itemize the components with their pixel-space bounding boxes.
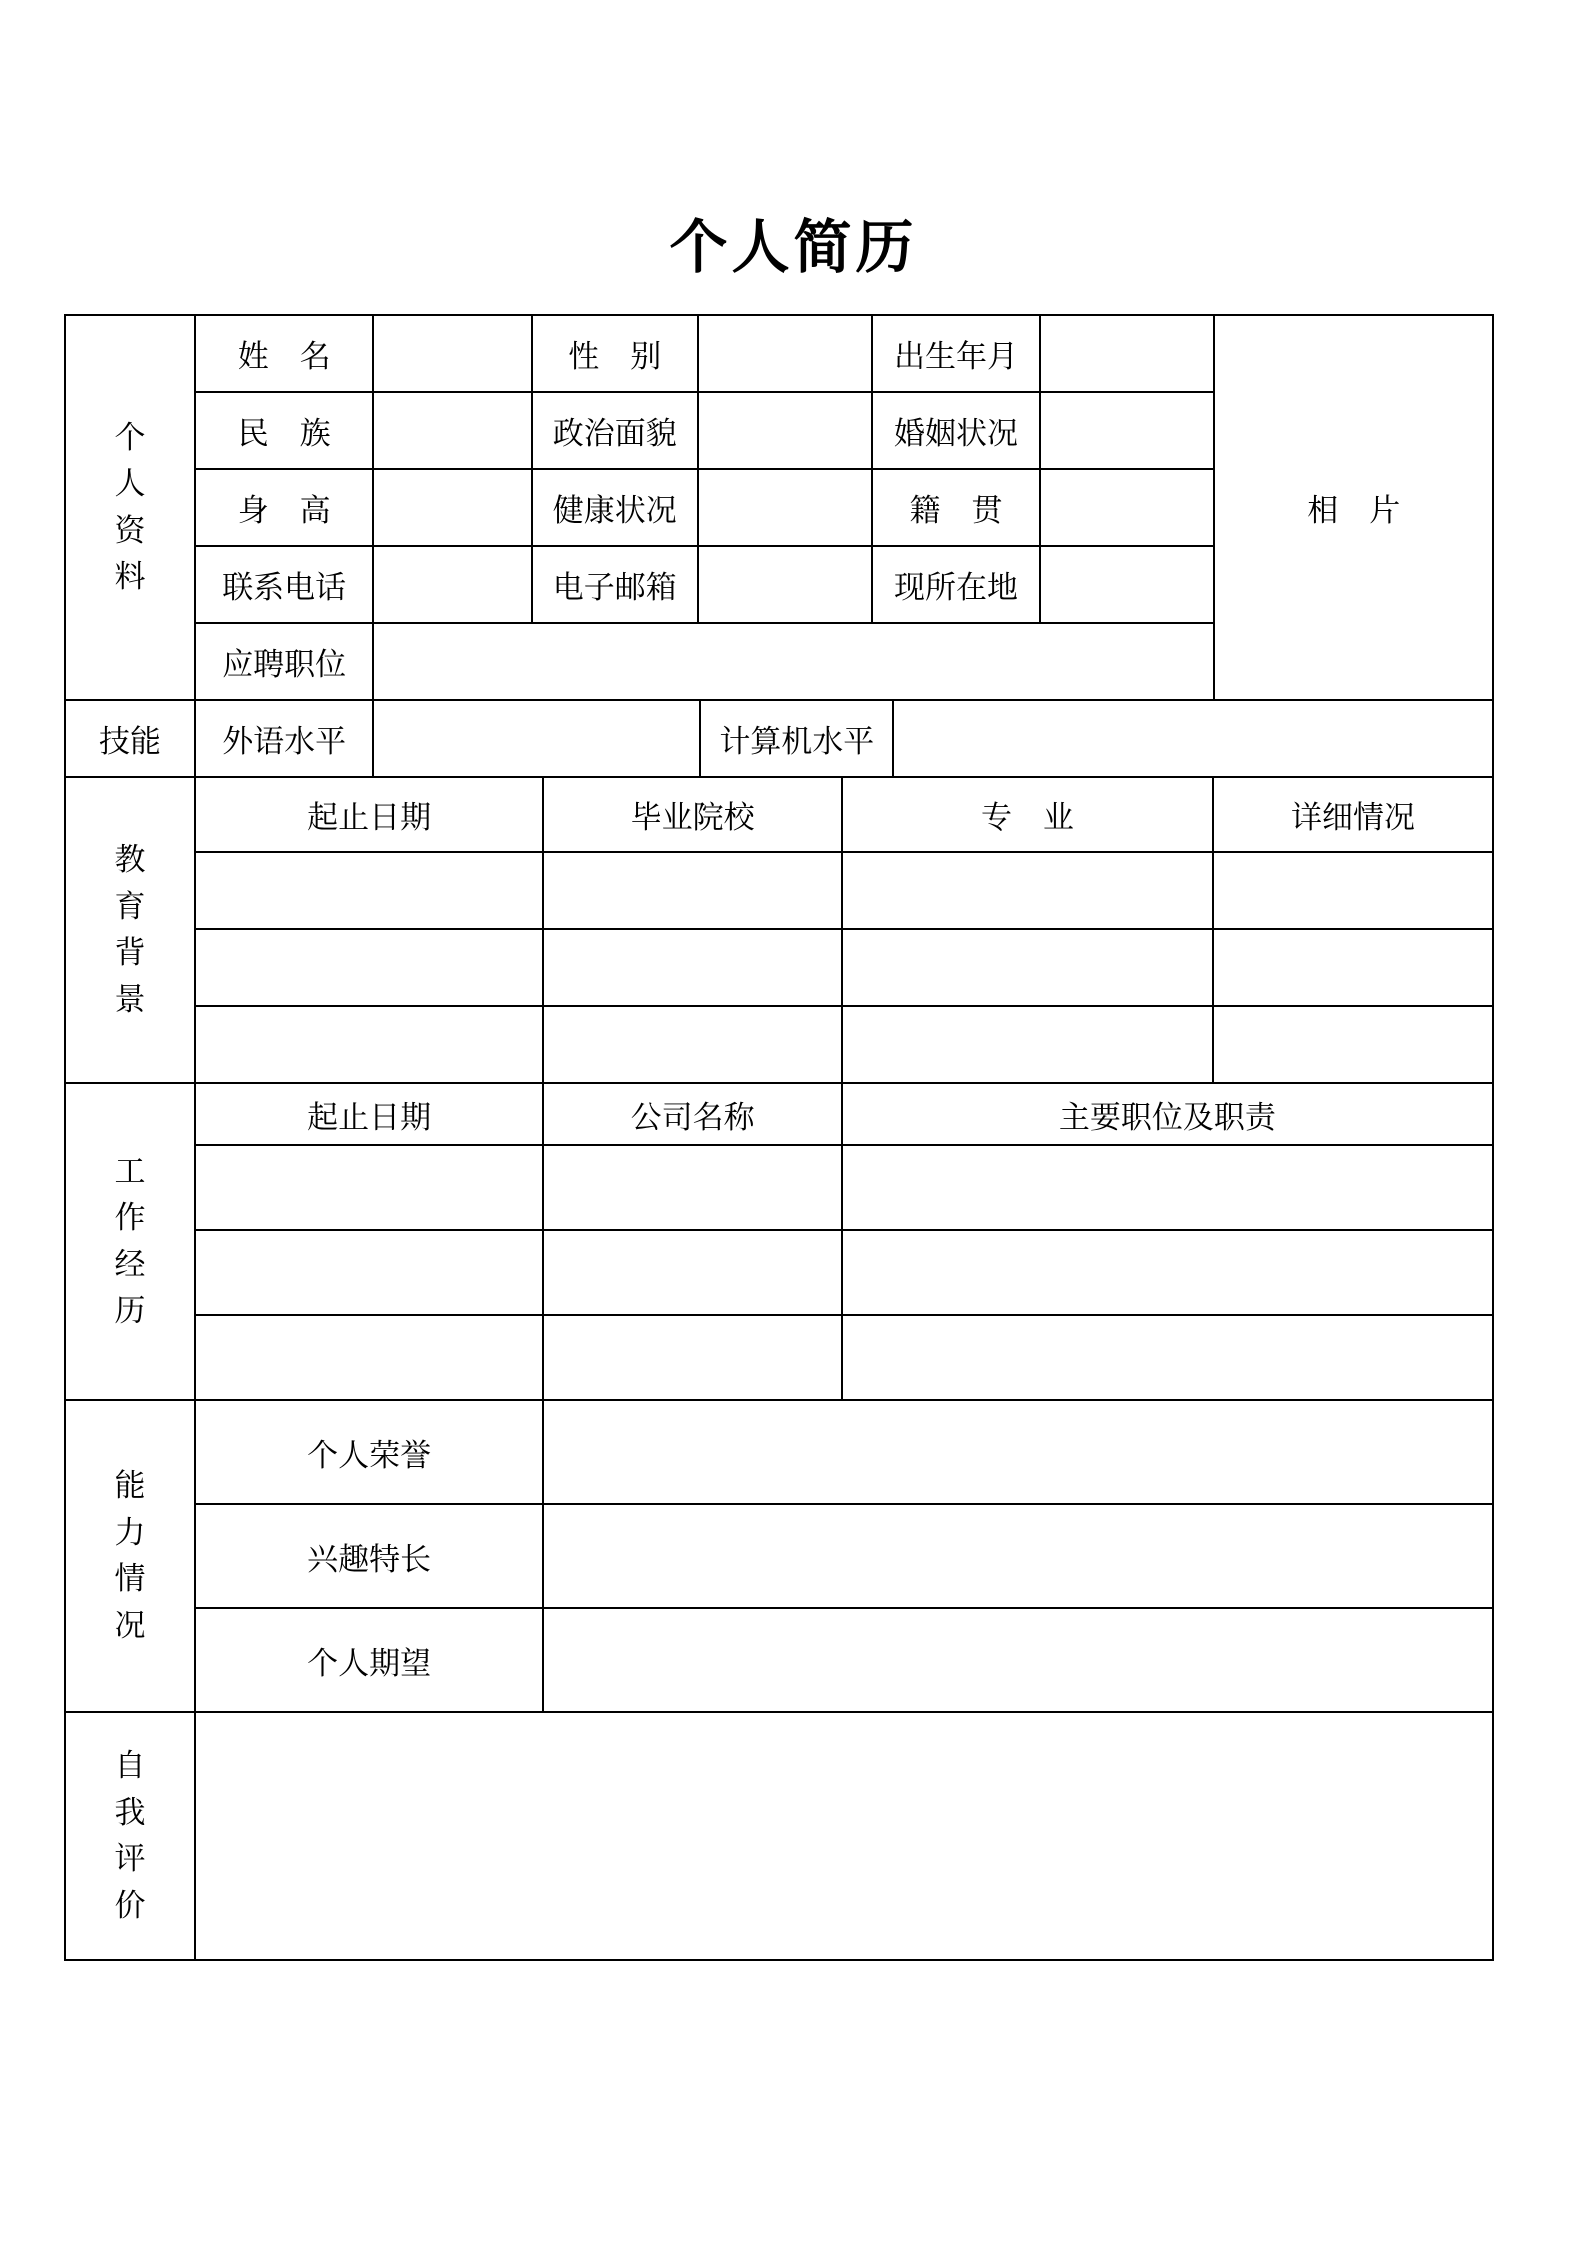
skills-section-label: 技能 (65, 700, 195, 777)
health-status-value-cell[interactable] (698, 469, 872, 546)
education-section-label-text: 教育背景 (114, 842, 146, 1017)
work-experience-section (64, 1082, 1494, 1401)
ethnicity-value-cell[interactable] (373, 392, 532, 469)
self-evaluation-section (64, 1711, 1494, 1961)
education-section-label (65, 777, 195, 1083)
gender-value-cell[interactable] (698, 315, 872, 392)
work-row-date-cell[interactable] (195, 1315, 543, 1400)
self-evaluation-label-text: 自我评价 (114, 1748, 146, 1923)
health-status-label: 健康状况 (532, 469, 698, 546)
education-row-details-cell[interactable] (1213, 1006, 1493, 1083)
personal-section-label (65, 315, 195, 700)
education-row-major-cell[interactable] (842, 1006, 1213, 1083)
abilities-section-label-text: 能力情况 (114, 1468, 146, 1643)
education-row-school-cell[interactable] (543, 929, 841, 1006)
political-status-value-cell[interactable] (698, 392, 872, 469)
honors-label: 个人荣誉 (195, 1400, 543, 1504)
education-row-school-cell[interactable] (543, 1006, 841, 1083)
education-row-date-cell[interactable] (195, 1006, 543, 1083)
marital-status-value-cell[interactable] (1040, 392, 1214, 469)
work-section-label-text: 工作经历 (114, 1153, 146, 1328)
education-row-details-cell[interactable] (1213, 929, 1493, 1006)
marital-status-label: 婚姻状况 (872, 392, 1041, 469)
abilities-section (64, 1399, 1494, 1713)
resume-table (64, 314, 1494, 1961)
skills-section (64, 699, 1494, 778)
education-section (64, 776, 1494, 1084)
education-row-date-cell[interactable] (195, 929, 543, 1006)
education-details-header: 详细情况 (1213, 777, 1493, 852)
photo-cell[interactable] (1214, 315, 1493, 700)
native-place-label: 籍贯 (872, 469, 1041, 546)
foreign-language-label: 外语水平 (195, 700, 374, 777)
birth-date-value-cell[interactable] (1040, 315, 1214, 392)
work-date-range-header: 起止日期 (195, 1083, 543, 1145)
education-row-major-cell[interactable] (842, 929, 1213, 1006)
interests-value-cell[interactable] (543, 1504, 1493, 1608)
email-label: 电子邮箱 (532, 546, 698, 623)
document-title: 个人简历 (669, 215, 918, 280)
height-value-cell[interactable] (373, 469, 532, 546)
work-row-duties-cell[interactable] (842, 1315, 1493, 1400)
native-place-value-cell[interactable] (1040, 469, 1214, 546)
phone-value-cell[interactable] (373, 546, 532, 623)
computer-skill-value-cell[interactable] (893, 700, 1493, 777)
education-date-range-header: 起止日期 (195, 777, 543, 852)
abilities-section-label (65, 1400, 195, 1712)
education-row-date-cell[interactable] (195, 852, 543, 929)
name-value-cell[interactable] (373, 315, 532, 392)
work-row-company-cell[interactable] (543, 1145, 841, 1230)
location-value-cell[interactable] (1040, 546, 1214, 623)
interests-label: 兴趣特长 (195, 1504, 543, 1608)
work-duties-header: 主要职位及职责 (842, 1083, 1493, 1145)
position-label: 应聘职位 (195, 623, 374, 700)
work-row-duties-cell[interactable] (842, 1145, 1493, 1230)
position-value-cell[interactable] (373, 623, 1214, 700)
work-row-company-cell[interactable] (543, 1315, 841, 1400)
work-row-duties-cell[interactable] (842, 1230, 1493, 1315)
name-label: 姓名 (195, 315, 374, 392)
phone-label: 联系电话 (195, 546, 374, 623)
education-row-major-cell[interactable] (842, 852, 1213, 929)
work-row-company-cell[interactable] (543, 1230, 841, 1315)
work-company-header: 公司名称 (543, 1083, 841, 1145)
self-evaluation-value-cell[interactable] (195, 1712, 1493, 1960)
birth-date-label: 出生年月 (872, 315, 1041, 392)
education-row-school-cell[interactable] (543, 852, 841, 929)
education-major-header: 专业 (842, 777, 1213, 852)
work-section-label (65, 1083, 195, 1400)
height-label: 身高 (195, 469, 374, 546)
ethnicity-label: 民族 (195, 392, 374, 469)
self-evaluation-label (65, 1712, 195, 1960)
gender-label: 性别 (532, 315, 698, 392)
photo-label: 相片 (1307, 493, 1432, 528)
location-label: 现所在地 (872, 546, 1041, 623)
computer-skill-label: 计算机水平 (700, 700, 893, 777)
expectations-value-cell[interactable] (543, 1608, 1493, 1712)
email-value-cell[interactable] (698, 546, 872, 623)
political-status-label: 政治面貌 (532, 392, 698, 469)
personal-section-label-text: 个人资料 (114, 419, 146, 594)
honors-value-cell[interactable] (543, 1400, 1493, 1504)
expectations-label: 个人期望 (195, 1608, 543, 1712)
foreign-language-value-cell[interactable] (373, 700, 700, 777)
education-school-header: 毕业院校 (543, 777, 841, 852)
work-row-date-cell[interactable] (195, 1230, 543, 1315)
personal-info-section (64, 314, 1494, 701)
education-row-details-cell[interactable] (1213, 852, 1493, 929)
work-row-date-cell[interactable] (195, 1145, 543, 1230)
